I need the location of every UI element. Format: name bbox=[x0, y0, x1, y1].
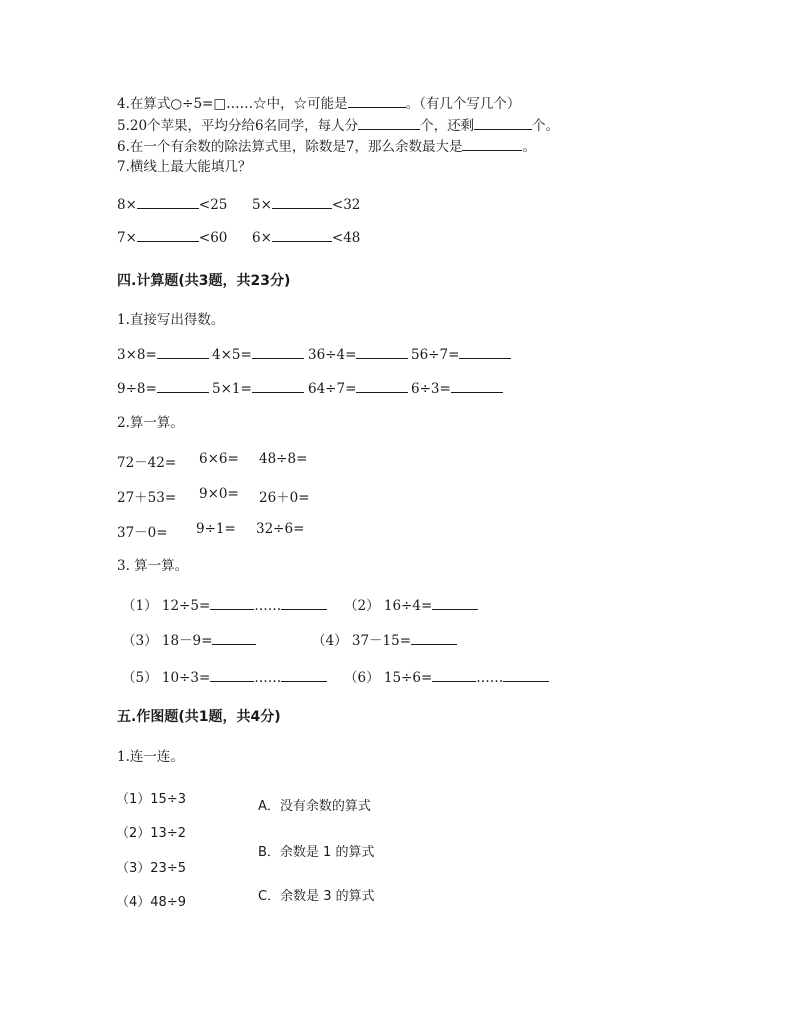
calc-expression: （3） 18－9= bbox=[122, 633, 213, 649]
question-5-text: 5.20个苹果，平均分给6名同学，每人分 bbox=[117, 118, 359, 134]
calc-expression: 36÷4= bbox=[308, 347, 357, 363]
calc-expression: （5） 10÷3= bbox=[122, 670, 211, 686]
answer-blank[interactable] bbox=[459, 346, 511, 359]
fill-item-prefix: 8× bbox=[117, 197, 137, 213]
fill-item bbox=[252, 229, 360, 246]
calc-item: 27＋53= bbox=[117, 490, 177, 506]
calc-item bbox=[122, 666, 327, 686]
fill-item-prefix: 5× bbox=[252, 197, 272, 213]
fill-item-suffix: <32 bbox=[331, 197, 361, 213]
calc-item bbox=[308, 380, 408, 397]
calc-q1-title: 1.直接写出得数。 bbox=[117, 312, 225, 328]
answer-blank[interactable] bbox=[210, 669, 254, 682]
calc-item bbox=[117, 380, 209, 397]
answer-blank[interactable] bbox=[356, 346, 408, 359]
calc-item bbox=[411, 380, 503, 397]
question-4 bbox=[117, 95, 520, 112]
question-4-suffix: 。（有几个写几个） bbox=[405, 96, 521, 112]
answer-blank[interactable] bbox=[252, 346, 304, 359]
answer-blank[interactable] bbox=[210, 597, 254, 610]
fill-item-prefix: 7× bbox=[117, 230, 137, 246]
fill-item bbox=[117, 196, 227, 213]
answer-blank[interactable] bbox=[462, 138, 522, 151]
question-6-text: 6.在一个有余数的除法算式里，除数是7，那么余数最大是 bbox=[117, 139, 463, 155]
calc-item bbox=[312, 629, 457, 649]
calc-expression: 3×8= bbox=[117, 347, 157, 363]
remainder-dots: …… bbox=[254, 670, 282, 686]
answer-blank[interactable] bbox=[451, 380, 503, 393]
answer-blank[interactable] bbox=[137, 229, 199, 242]
section-4-title: 四.计算题(共3题，共23分) bbox=[117, 273, 291, 289]
calc-item: 6×6= bbox=[199, 451, 239, 467]
answer-blank[interactable] bbox=[503, 669, 549, 682]
fill-item-suffix: <60 bbox=[198, 230, 228, 246]
matching-left-item[interactable]: （2）13÷2 bbox=[116, 826, 186, 841]
answer-blank[interactable] bbox=[358, 117, 420, 130]
calc-expression: （2） 16÷4= bbox=[344, 598, 433, 614]
calc-expression: 5×1= bbox=[212, 381, 252, 397]
calc-item bbox=[122, 629, 256, 649]
answer-blank[interactable] bbox=[272, 196, 332, 209]
question-4-text: 4.在算式○÷5=□……☆中，☆可能是 bbox=[117, 96, 348, 112]
calc-q2-title: 2.算一算。 bbox=[117, 415, 184, 431]
calc-item bbox=[212, 380, 304, 397]
fill-item bbox=[117, 229, 227, 246]
question-7: 7.横线上最大能填几？ bbox=[117, 159, 252, 175]
calc-item bbox=[308, 346, 408, 363]
matching-right-item[interactable]: A．没有余数的算式 bbox=[258, 799, 371, 814]
fill-item bbox=[252, 196, 360, 213]
calc-item bbox=[344, 666, 549, 686]
answer-blank[interactable] bbox=[474, 117, 532, 130]
fill-item-suffix: <25 bbox=[198, 197, 228, 213]
calc-item: 32÷6= bbox=[256, 521, 305, 537]
matching-title: 1.连一连。 bbox=[117, 749, 184, 765]
answer-blank[interactable] bbox=[157, 346, 209, 359]
question-6 bbox=[117, 138, 536, 155]
calc-expression: （1） 12÷5= bbox=[122, 598, 211, 614]
calc-expression: （4） 37－15= bbox=[312, 633, 412, 649]
calc-item bbox=[212, 346, 304, 363]
question-5-suffix: 个。 bbox=[532, 118, 560, 134]
calc-item bbox=[122, 594, 327, 614]
calc-expression: 9÷8= bbox=[117, 381, 157, 397]
answer-blank[interactable] bbox=[432, 669, 476, 682]
calc-expression: （6） 15÷6= bbox=[344, 670, 433, 686]
answer-blank[interactable] bbox=[281, 669, 327, 682]
answer-blank[interactable] bbox=[281, 597, 327, 610]
calc-item: 9×0= bbox=[199, 486, 239, 502]
calc-item: 37－0= bbox=[117, 525, 168, 541]
calc-expression: 4×5= bbox=[212, 347, 252, 363]
matching-left-item[interactable]: （1）15÷3 bbox=[116, 792, 186, 807]
calc-item bbox=[411, 346, 511, 363]
calc-expression: 64÷7= bbox=[308, 381, 357, 397]
matching-right-item[interactable]: C．余数是 3 的算式 bbox=[258, 889, 375, 904]
answer-blank[interactable] bbox=[411, 632, 457, 645]
fill-item-prefix: 6× bbox=[252, 230, 272, 246]
answer-blank[interactable] bbox=[252, 380, 304, 393]
remainder-dots: …… bbox=[254, 598, 282, 614]
remainder-dots: …… bbox=[476, 670, 504, 686]
calc-item bbox=[344, 594, 478, 614]
question-6-suffix: 。 bbox=[522, 139, 536, 155]
matching-left-item[interactable]: （3）23÷5 bbox=[116, 861, 186, 876]
calc-item bbox=[117, 346, 209, 363]
question-5-middle: 个，还剩 bbox=[420, 118, 475, 134]
calc-expression: 6÷3= bbox=[411, 381, 451, 397]
calc-item: 9÷1= bbox=[196, 521, 236, 537]
answer-blank[interactable] bbox=[356, 380, 408, 393]
question-5 bbox=[117, 117, 559, 134]
calc-item: 26＋0= bbox=[259, 490, 310, 506]
answer-blank[interactable] bbox=[348, 95, 406, 108]
section-5-title: 五.作图题(共1题，共4分) bbox=[117, 709, 281, 725]
matching-left-item[interactable]: （4）48÷9 bbox=[116, 895, 186, 910]
calc-item: 48÷8= bbox=[259, 451, 308, 467]
answer-blank[interactable] bbox=[272, 229, 332, 242]
calc-item: 72－42= bbox=[117, 455, 177, 471]
calc-q3-title: 3. 算一算。 bbox=[117, 558, 189, 574]
calc-expression: 56÷7= bbox=[411, 347, 460, 363]
answer-blank[interactable] bbox=[157, 380, 209, 393]
answer-blank[interactable] bbox=[212, 632, 256, 645]
fill-item-suffix: <48 bbox=[331, 230, 361, 246]
matching-right-item[interactable]: B．余数是 1 的算式 bbox=[258, 845, 375, 860]
answer-blank[interactable] bbox=[137, 196, 199, 209]
answer-blank[interactable] bbox=[432, 597, 478, 610]
